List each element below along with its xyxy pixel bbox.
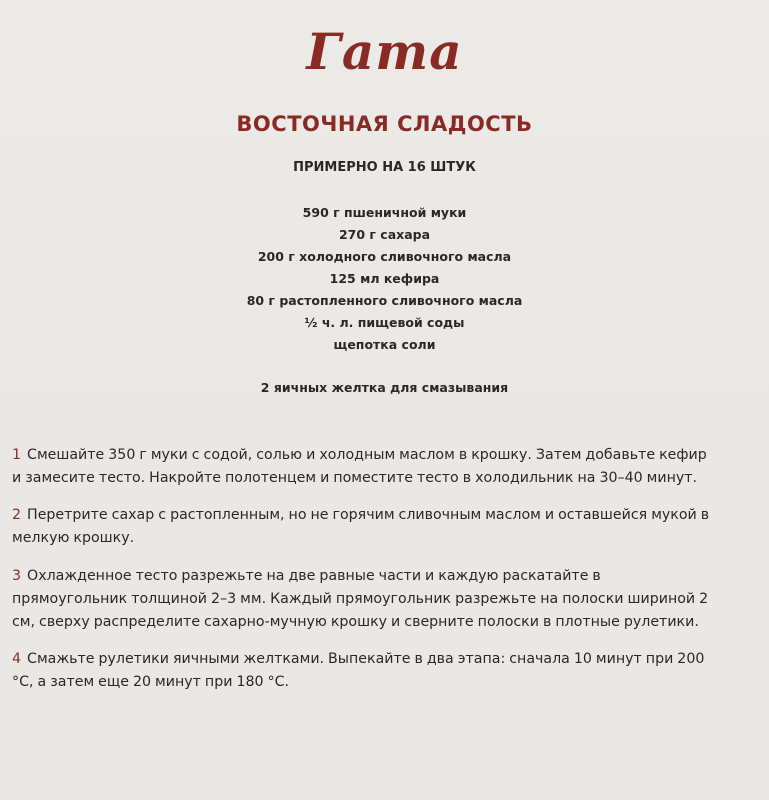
recipe-subtitle: ВОСТОЧНАЯ СЛАДОСТЬ — [236, 112, 533, 136]
ingredients-list — [0, 202, 769, 356]
ingredient-item: 80 г растопленного сливочного масла — [246, 293, 523, 308]
instruction-step — [12, 444, 712, 490]
instruction-step — [12, 504, 712, 550]
ingredient-item: 200 г холодного сливочного масла — [257, 249, 512, 264]
step-number: 2 — [12, 507, 22, 524]
ingredient-item: щепотка соли — [333, 337, 436, 352]
step-text: Охлажденное тесто разрежьте на две равные части и каждую раскатайте в прямоугольник толщиной 2–3 мм. Каждый прямоугольник разрежьте на полоски шириной 2 см, сверху распределите сахарно-мучную крошку и сверните полоски в плотные рулетики. — [12, 567, 709, 630]
servings-label: ПРИМЕРНО НА 16 ШТУК — [293, 160, 476, 175]
glaze-ingredient: 2 яичных желтка для смазывания — [260, 380, 509, 395]
instructions — [12, 430, 712, 706]
ingredient-item: ½ ч. л. пищевой соды — [304, 315, 465, 330]
step-number: 4 — [12, 650, 22, 667]
step-text: Смешайте 350 г муки с содой, солью и холодным маслом в крошку. Затем добавьте кефир и замесите тесто. Накройте полотенцем и поместите тесто в холодильник на 30–40 минут. — [12, 447, 707, 487]
recipe-title: Гата — [306, 22, 463, 81]
step-number: 3 — [12, 567, 22, 584]
ingredient-item: 125 мл кефира — [329, 271, 440, 286]
instruction-step — [12, 565, 712, 634]
ingredient-item: 270 г сахара — [338, 227, 431, 242]
step-text: Смажьте рулетики яичными желтками. Выпекайте в два этапа: сначала 10 минут при 200 °С, а затем еще 20 минут при 180 °С. — [12, 650, 705, 690]
step-text: Перетрите сахар с растопленным, но не горячим сливочным маслом и оставшейся мукой в мелкую крошку. — [12, 507, 710, 547]
step-number: 1 — [12, 447, 22, 464]
instruction-step — [12, 648, 712, 694]
ingredient-item: 590 г пшеничной муки — [302, 205, 467, 220]
